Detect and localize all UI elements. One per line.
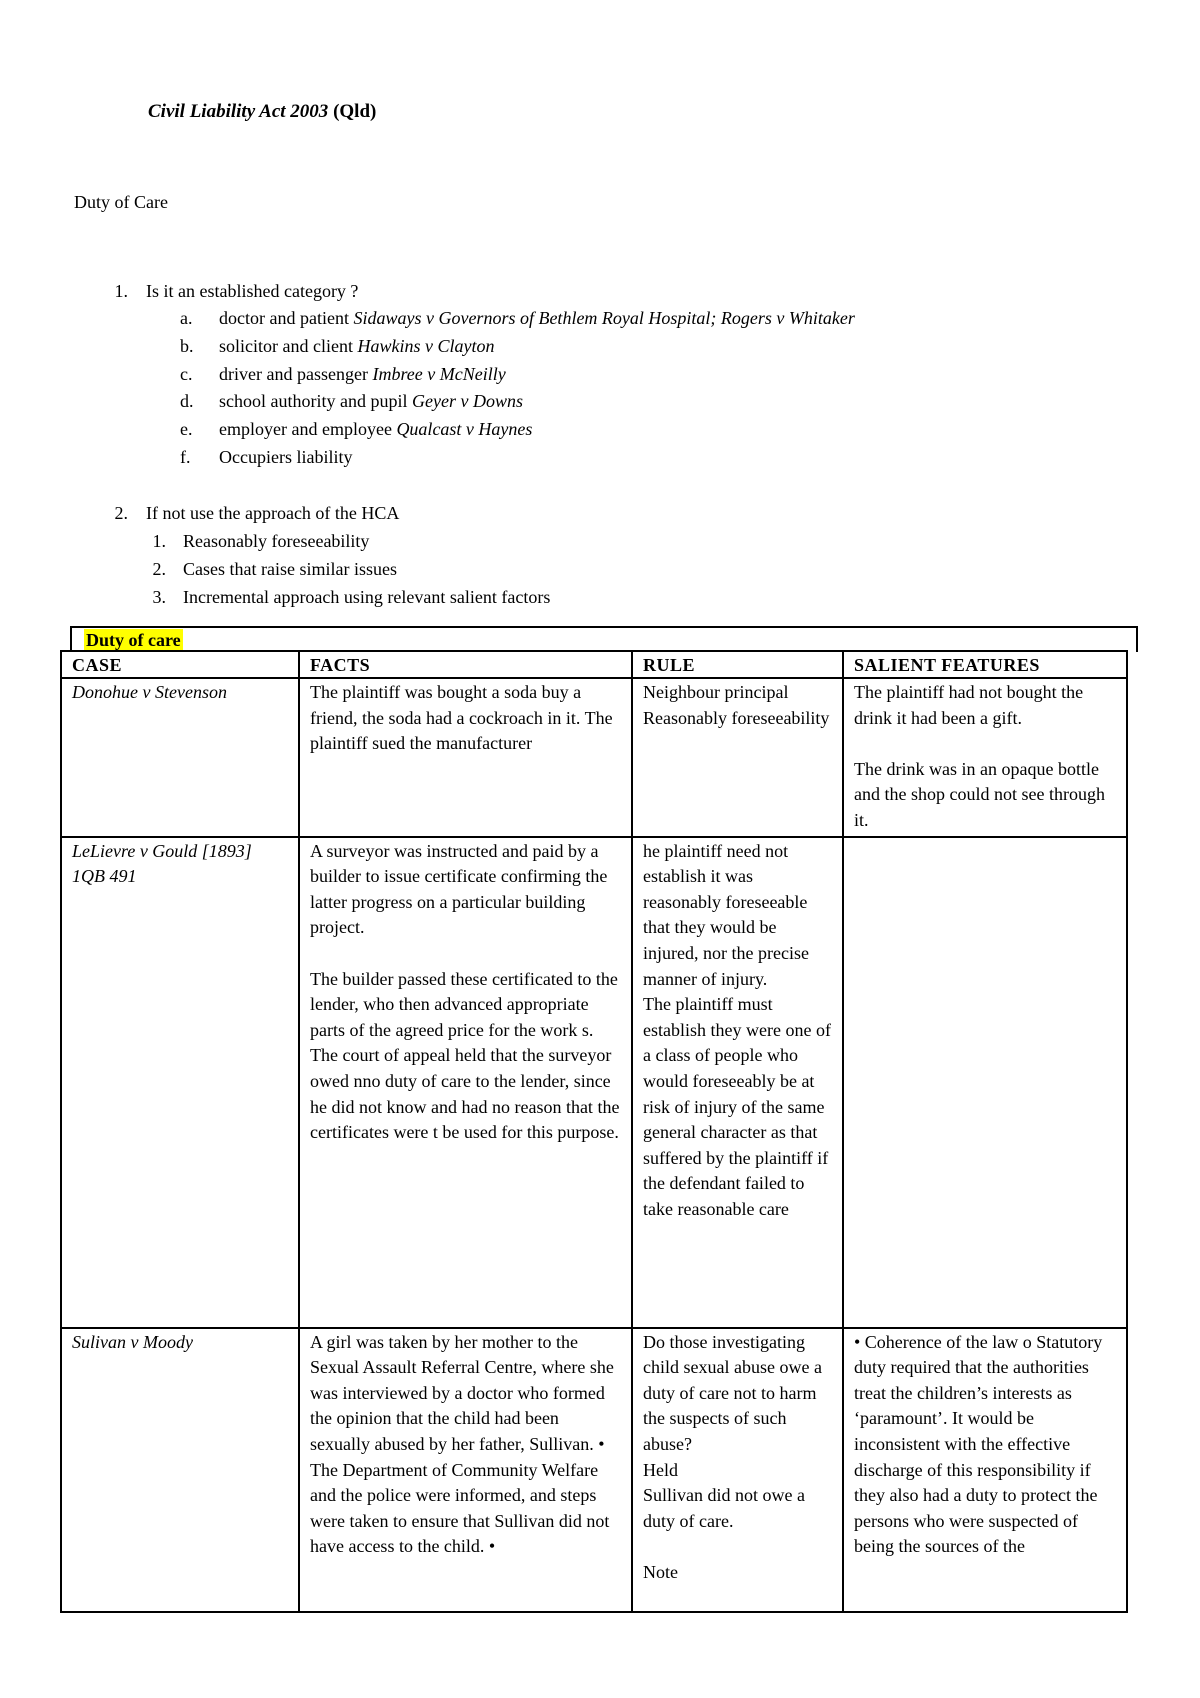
header-rule: RULE (632, 651, 843, 678)
case-name: Sulivan v Moody (72, 1331, 193, 1352)
table-caption: Duty of care (86, 630, 181, 650)
case-cell (61, 678, 299, 837)
salient-cell (843, 837, 1127, 1328)
document-title (148, 100, 376, 124)
facts-text: The court of appeal held that the surveyor owed nno duty of care to the lender, since he did not know and had no reason that the certificates were t be used for this purpose. (310, 1045, 620, 1143)
case-cell (61, 837, 299, 1328)
header-salient: SALIENT FEATURES (843, 651, 1127, 678)
table-header-row (61, 651, 1127, 678)
rule-cell (632, 678, 843, 837)
case-name: LeLievre v Gould [1893] 1QB 491 (72, 840, 252, 887)
facts-cell (299, 678, 632, 837)
q1-item (219, 362, 506, 386)
q1-item-text: employer and employee (219, 419, 397, 440)
q2-text: If not use the approach of the HCA (146, 503, 400, 523)
q1-item-letter: d. (180, 391, 194, 412)
salient-text: • Coherence of the law o Statutory duty required that the authorities treat the children’s interests as ‘paramount’. It would be inconsistent with the effective discharge of this responsibility if they also had a duty to protect the persons who were suspected of being the sources of the (854, 1331, 1103, 1557)
rule-text: Do those investigating child sexual abuse owe a duty of care not to harm the suspects of such abuse? (643, 1331, 822, 1454)
q1-item-letter: f. (180, 447, 191, 467)
table-row (61, 837, 1127, 1328)
q1-item-case: Qualcast v Haynes (396, 419, 533, 440)
q1-item-text: solicitor and client (219, 335, 358, 356)
q2-item-text: Incremental approach using relevant salient factors (183, 586, 551, 607)
q1-item-case: Hawkins v Clayton (357, 335, 495, 356)
q1-item-letter: e. (180, 419, 193, 440)
table-row (61, 678, 1127, 837)
salient-cell (843, 1328, 1127, 1612)
case-name: Donohue v Stevenson (72, 682, 227, 702)
salient-text: The plaintiff had not bought the drink it had been a gift. (854, 682, 1084, 728)
paragraph-gap (854, 731, 1116, 757)
q1-item (219, 389, 523, 413)
q1-item-text: driver and passenger (219, 363, 373, 384)
table-body (61, 678, 1127, 1612)
header-facts: FACTS (299, 651, 632, 678)
salient-text: The drink was in an opaque bottle and the shop could not see through it. (854, 758, 1105, 830)
paragraph-gap (310, 941, 621, 967)
facts-cell (299, 1328, 632, 1612)
rule-text: he plaintiff need not establish it was reasonably foreseeable that they would be injured, nor the precise manner of injury. (643, 840, 809, 989)
q1-text: Is it an established category ? (146, 281, 359, 301)
case-cell (61, 1328, 299, 1612)
rule-text: The plaintiff must establish they were one of a class of people who would foreseeably be at risk of injury of the same general character as that suffered by the plaintiff if the defendant failed to take reasonable care (643, 994, 831, 1219)
q1-number: 1. (114, 281, 128, 301)
rule-text: Held (643, 1459, 678, 1480)
q2-item-number: 3. (152, 586, 166, 607)
facts-text: The plaintiff was bought a soda buy a friend, the soda had a cockroach in it. The plaintiff sued the manufacturer (310, 682, 613, 754)
table-row (61, 1328, 1127, 1612)
q1-item-text: Occupiers liability (219, 447, 353, 467)
q1-item-case: Imbree v McNeilly (372, 363, 506, 384)
q1-item (219, 417, 532, 441)
header-case: CASE (61, 651, 299, 678)
q1-item-text: school authority and pupil (219, 391, 412, 412)
q1-item-letter: c. (180, 363, 193, 384)
q2-number: 2. (114, 503, 128, 523)
facts-text: A surveyor was instructed and paid by a builder to issue certificate confirming the latter progress on a particular building project. (310, 840, 608, 938)
q1-item (219, 445, 352, 469)
rule-text: Reasonably foreseeability (643, 707, 830, 728)
rule-text: Neighbour principal (643, 682, 789, 702)
q2-item-text: Reasonably foreseeability (183, 531, 370, 551)
act-name: Civil Liability Act 2003 (148, 101, 329, 122)
q1-item-letter: b. (180, 335, 194, 356)
rule-text: Note (643, 1561, 678, 1582)
table-caption-box (70, 626, 1138, 652)
rule-text: Sullivan did not owe a duty of care. (643, 1485, 805, 1531)
q1-item-text: doctor and patient (219, 308, 354, 328)
cases-table (60, 650, 1128, 1613)
paragraph-gap (643, 1534, 832, 1560)
facts-text: A girl was taken by her mother to the Sexual Assault Referral Centre, where she was interviewed by a doctor who formed the opinion that the child had been sexually abused by her father, Sullivan. • The Department of Community Welfare and the police were informed, and steps were taken to ensure that Sullivan did not have access to the child. • (310, 1331, 614, 1557)
q2-item-number: 1. (152, 531, 166, 551)
q1-item-letter: a. (180, 308, 193, 328)
facts-text: The builder passed these certificated to the lender, who then advanced appropriate parts of the agreed price for the work s. (310, 968, 618, 1040)
rule-cell (632, 837, 843, 1328)
q1-item (219, 334, 494, 358)
salient-cell (843, 678, 1127, 837)
section-heading: Duty of Care (74, 192, 168, 212)
q2-item-number: 2. (152, 558, 166, 579)
q1-item (219, 306, 855, 330)
facts-cell (299, 837, 632, 1328)
q1-item-case: Sidaways v Governors of Bethlem Royal Hospital; Rogers v Whitaker (353, 308, 855, 328)
jurisdiction: (Qld) (333, 101, 377, 122)
rule-cell (632, 1328, 843, 1612)
q1-item-case: Geyer v Downs (411, 391, 523, 412)
q2-item-text: Cases that raise similar issues (183, 558, 397, 579)
